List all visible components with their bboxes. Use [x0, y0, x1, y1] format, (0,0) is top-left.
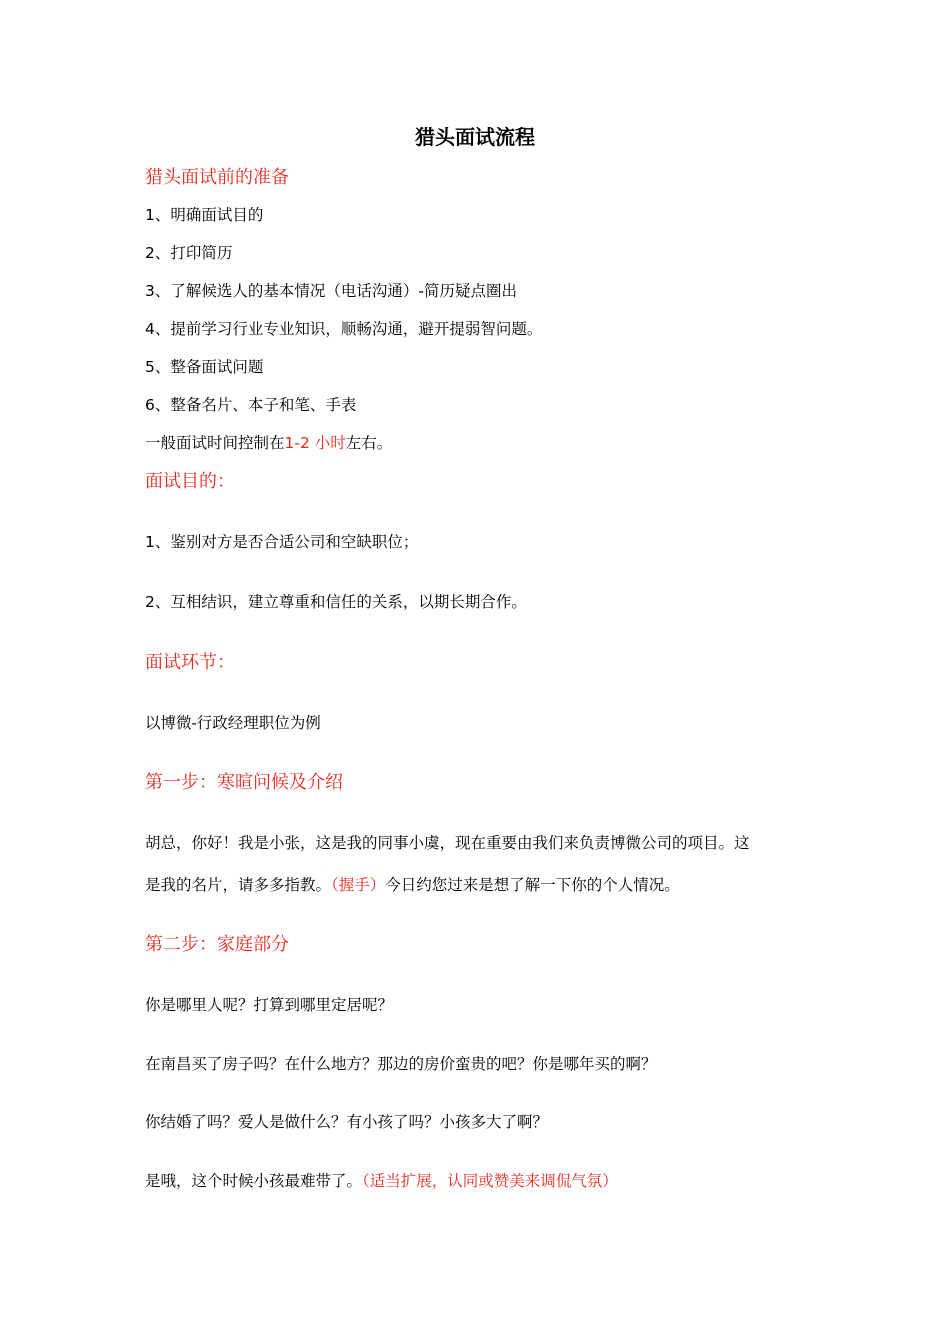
prep-item-4: 4、提前学习行业专业知识，顺畅沟通，避开提弱智问题。	[145, 320, 543, 338]
purpose-item-1: 1、鉴别对方是否合适公司和空缺职位；	[145, 533, 419, 551]
step1-line-2-highlight: （握手）	[331, 876, 386, 894]
step2-question-1: 你是哪里人呢？打算到哪里定居呢？	[145, 996, 394, 1014]
step2-question-2: 在南昌买了房子吗？在什么地方？那边的房价蛮贵的吧？你是哪年买的啊？	[145, 1055, 657, 1073]
step2-question-4-highlight: （适当扩展，认同或赞美来调侃气氛）	[362, 1172, 618, 1190]
purpose-item-2: 2、互相结识，建立尊重和信任的关系，以期长期合作。	[145, 593, 527, 611]
step2-question-3: 你结婚了吗？爱人是做什么？有小孩了吗？小孩多大了啊？	[145, 1113, 549, 1131]
step2-heading: 第二步：家庭部分	[145, 934, 289, 955]
step2-question-4	[145, 1171, 618, 1191]
step1-line-2-before: 是我的名片，请多多指教。	[145, 876, 332, 894]
time-note-after: 左右。	[345, 434, 393, 452]
section-heading-preparation: 猎头面试前的准备	[145, 167, 289, 188]
step1-line-2	[145, 875, 680, 895]
document-title: 猎头面试流程	[415, 125, 535, 149]
step2-question-4-before: 是哦，这个时候小孩最难带了。	[145, 1172, 363, 1190]
prep-item-6: 6、整备名片、本子和笔、手表	[145, 396, 357, 414]
prep-item-2: 2、打印简历	[145, 244, 233, 262]
time-note	[145, 433, 392, 453]
step1-line-2-after: 今日约您过来是想了解一下你的个人情况。	[385, 876, 680, 894]
steps-example: 以博微-行政经理职位为例	[145, 714, 321, 732]
step1-heading: 第一步：寒暄问候及介绍	[145, 772, 343, 793]
prep-item-1: 1、明确面试目的	[145, 206, 264, 224]
step1-line-1: 胡总，你好！我是小张，这是我的同事小虞，现在重要由我们来负责博微公司的项目。这	[145, 834, 750, 852]
prep-item-3: 3、了解候选人的基本情况（电话沟通）-简历疑点圈出	[145, 282, 517, 300]
prep-item-5: 5、整备面试问题	[145, 358, 264, 376]
time-note-highlight: 1-2 小时	[284, 434, 346, 452]
time-note-before: 一般面试时间控制在	[145, 434, 285, 452]
section-heading-purpose: 面试目的：	[145, 471, 235, 492]
section-heading-steps: 面试环节：	[145, 652, 235, 673]
